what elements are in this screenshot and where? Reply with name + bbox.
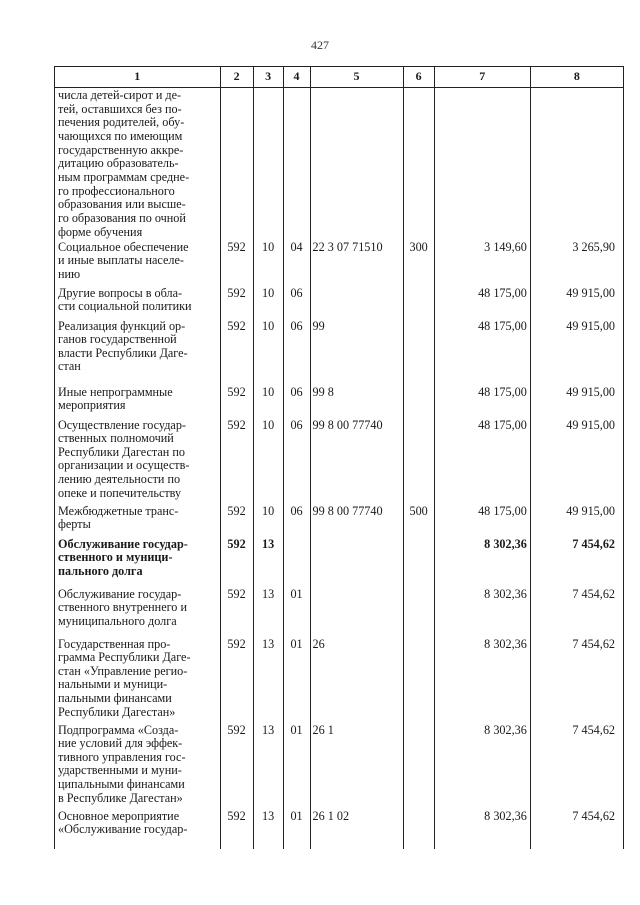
table-row bbox=[55, 637, 624, 723]
cell-section: 10 bbox=[253, 504, 283, 537]
cell-subsection: 01 bbox=[283, 587, 310, 637]
table-header-row bbox=[55, 67, 624, 88]
row-name: числа детей-сирот и де- тей, оставшихся без по- печения родителей, обу- чающихся по имеющим государственную аккре- дитацию образователь- ным программам средне- го профессионального образования или высше- го образования по очной форме обучения bbox=[55, 88, 221, 240]
cell-amount-year-1: 48 175,00 bbox=[434, 319, 530, 385]
cell-amount-year-2: 49 915,00 bbox=[530, 319, 623, 385]
cell-admin-code: 592 bbox=[220, 385, 253, 418]
cell-amount-year-2: 7 454,62 bbox=[530, 587, 623, 637]
table-row bbox=[55, 504, 624, 537]
cell-amount-year-2: 7 454,62 bbox=[530, 637, 623, 723]
cell-amount-year-1 bbox=[434, 88, 530, 240]
cell-expense-type: 300 bbox=[403, 240, 434, 286]
page-number: 427 bbox=[311, 38, 329, 52]
cell-amount-year-1: 48 175,00 bbox=[434, 286, 530, 319]
cell-admin-code: 592 bbox=[220, 587, 253, 637]
cell-subsection: 06 bbox=[283, 319, 310, 385]
cell-expense-type bbox=[403, 637, 434, 723]
table-row bbox=[55, 537, 624, 587]
cell-amount-year-2: 7 454,62 bbox=[530, 723, 623, 809]
cell-expense-type bbox=[403, 286, 434, 319]
cell-amount-year-2: 3 265,90 bbox=[530, 240, 623, 286]
cell-subsection bbox=[283, 88, 310, 240]
cell-amount-year-1: 3 149,60 bbox=[434, 240, 530, 286]
cell-admin-code: 592 bbox=[220, 504, 253, 537]
cell-subsection: 01 bbox=[283, 637, 310, 723]
cell-section: 13 bbox=[253, 723, 283, 809]
cell-target-article: 99 8 bbox=[310, 385, 403, 418]
cell-amount-year-1: 8 302,36 bbox=[434, 809, 530, 849]
cell-section bbox=[253, 88, 283, 240]
cell-target-article: 99 8 00 77740 bbox=[310, 418, 403, 504]
table-row bbox=[55, 418, 624, 504]
budget-table bbox=[54, 66, 624, 849]
cell-section: 13 bbox=[253, 587, 283, 637]
cell-admin-code bbox=[220, 88, 253, 240]
cell-target-article: 22 3 07 71510 bbox=[310, 240, 403, 286]
row-name: Основное мероприятие «Обслуживание государ- bbox=[55, 809, 221, 849]
cell-amount-year-2: 7 454,62 bbox=[530, 809, 623, 849]
row-name: Межбюджетные транс- ферты bbox=[55, 504, 221, 537]
table-row bbox=[55, 385, 624, 418]
cell-amount-year-1: 8 302,36 bbox=[434, 537, 530, 587]
cell-target-article bbox=[310, 286, 403, 319]
row-name: Обслуживание государ- ственного и муници- пального долга bbox=[55, 537, 221, 587]
row-name: Государственная про- грамма Республики Даге- стан «Управление регио- нальными и муници- пальными финансами Республики Дагестан» bbox=[55, 637, 221, 723]
cell-section: 13 bbox=[253, 809, 283, 849]
cell-admin-code: 592 bbox=[220, 637, 253, 723]
cell-target-article: 26 bbox=[310, 637, 403, 723]
table-row bbox=[55, 587, 624, 637]
cell-amount-year-2: 49 915,00 bbox=[530, 286, 623, 319]
table-row bbox=[55, 809, 624, 849]
cell-amount-year-1: 8 302,36 bbox=[434, 723, 530, 809]
cell-expense-type bbox=[403, 88, 434, 240]
table-row bbox=[55, 240, 624, 286]
cell-expense-type bbox=[403, 809, 434, 849]
cell-subsection bbox=[283, 537, 310, 587]
cell-expense-type bbox=[403, 723, 434, 809]
cell-subsection: 01 bbox=[283, 809, 310, 849]
cell-subsection: 01 bbox=[283, 723, 310, 809]
cell-amount-year-1: 8 302,36 bbox=[434, 587, 530, 637]
cell-section: 13 bbox=[253, 637, 283, 723]
cell-amount-year-1: 8 302,36 bbox=[434, 637, 530, 723]
row-name: Иные непрограммные мероприятия bbox=[55, 385, 221, 418]
cell-section: 13 bbox=[253, 537, 283, 587]
row-name: Осуществление государ- ственных полномочий Республики Дагестан по организации и осуществ- лению деятельности по опеке и попечительству bbox=[55, 418, 221, 504]
row-name: Подпрограмма «Созда- ние условий для эффек- тивного управления гос- ударственными и муни- ципальными финансами в Республике Дагестан» bbox=[55, 723, 221, 809]
cell-target-article: 26 1 02 bbox=[310, 809, 403, 849]
cell-admin-code: 592 bbox=[220, 286, 253, 319]
table-body bbox=[55, 88, 624, 849]
cell-expense-type bbox=[403, 385, 434, 418]
cell-amount-year-2: 49 915,00 bbox=[530, 418, 623, 504]
cell-amount-year-2: 7 454,62 bbox=[530, 537, 623, 587]
cell-amount-year-1: 48 175,00 bbox=[434, 504, 530, 537]
cell-section: 10 bbox=[253, 286, 283, 319]
column-header-1: 1 bbox=[55, 67, 221, 88]
table-row bbox=[55, 723, 624, 809]
cell-section: 10 bbox=[253, 385, 283, 418]
row-name: Другие вопросы в обла- сти социальной политики bbox=[55, 286, 221, 319]
cell-amount-year-2: 49 915,00 bbox=[530, 504, 623, 537]
column-header-4: 4 bbox=[283, 67, 310, 88]
cell-admin-code: 592 bbox=[220, 723, 253, 809]
cell-section: 10 bbox=[253, 319, 283, 385]
cell-section: 10 bbox=[253, 240, 283, 286]
cell-target-article bbox=[310, 537, 403, 587]
cell-admin-code: 592 bbox=[220, 319, 253, 385]
cell-expense-type bbox=[403, 319, 434, 385]
column-header-2: 2 bbox=[220, 67, 253, 88]
cell-expense-type bbox=[403, 587, 434, 637]
cell-amount-year-2 bbox=[530, 88, 623, 240]
table-row bbox=[55, 319, 624, 385]
cell-amount-year-2: 49 915,00 bbox=[530, 385, 623, 418]
cell-admin-code: 592 bbox=[220, 240, 253, 286]
cell-target-article bbox=[310, 587, 403, 637]
cell-admin-code: 592 bbox=[220, 418, 253, 504]
cell-subsection: 06 bbox=[283, 504, 310, 537]
row-name: Реализация функций ор- ганов государственной власти Республики Даге- стан bbox=[55, 319, 221, 385]
column-header-5: 5 bbox=[310, 67, 403, 88]
cell-target-article: 99 bbox=[310, 319, 403, 385]
column-header-7: 7 bbox=[434, 67, 530, 88]
cell-target-article bbox=[310, 88, 403, 240]
table-row bbox=[55, 88, 624, 240]
cell-target-article: 99 8 00 77740 bbox=[310, 504, 403, 537]
row-name: Обслуживание государ- ственного внутреннего и муниципального долга bbox=[55, 587, 221, 637]
cell-subsection: 06 bbox=[283, 385, 310, 418]
cell-subsection: 04 bbox=[283, 240, 310, 286]
column-header-3: 3 bbox=[253, 67, 283, 88]
cell-admin-code: 592 bbox=[220, 537, 253, 587]
cell-section: 10 bbox=[253, 418, 283, 504]
cell-expense-type: 500 bbox=[403, 504, 434, 537]
column-header-6: 6 bbox=[403, 67, 434, 88]
cell-admin-code: 592 bbox=[220, 809, 253, 849]
column-header-8: 8 bbox=[530, 67, 623, 88]
cell-target-article: 26 1 bbox=[310, 723, 403, 809]
cell-expense-type bbox=[403, 537, 434, 587]
cell-amount-year-1: 48 175,00 bbox=[434, 418, 530, 504]
cell-amount-year-1: 48 175,00 bbox=[434, 385, 530, 418]
cell-expense-type bbox=[403, 418, 434, 504]
cell-subsection: 06 bbox=[283, 286, 310, 319]
cell-subsection: 06 bbox=[283, 418, 310, 504]
table-row bbox=[55, 286, 624, 319]
row-name: Социальное обеспечение и иные выплаты населе- нию bbox=[55, 240, 221, 286]
